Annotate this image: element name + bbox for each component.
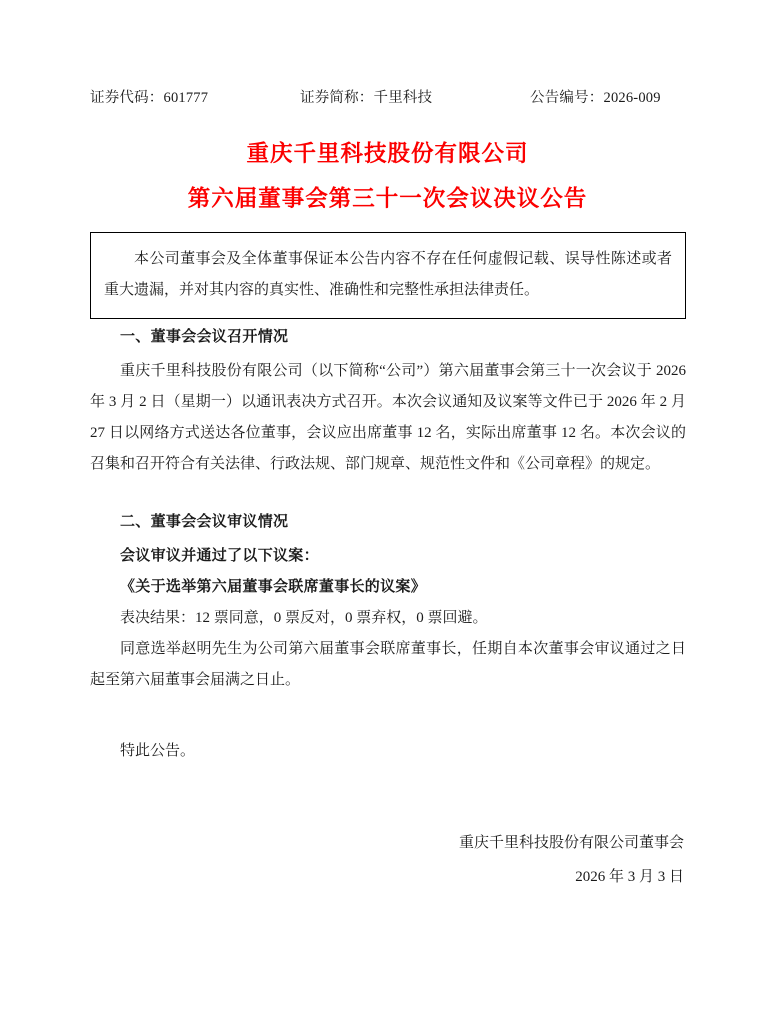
closing-text: 特此公告。 [120, 743, 196, 759]
disclaimer-text: 本公司董事会及全体董事保证本公告内容不存在任何虚假记载、误导性陈述或者重大遗漏，并对其内容的真实性、准确性和完整性承担法律责任。 [104, 251, 672, 298]
signature-date: 2026 年 3 月 3 日 [575, 869, 684, 885]
title-line-subject: 第六届董事会第三十一次会议决议公告 [187, 186, 588, 211]
announcement-number-label: 公告编号： [530, 90, 604, 106]
document-header-meta [90, 86, 688, 107]
section-one-heading: 一、董事会会议召开情况 [120, 329, 289, 345]
proposal-title: 《关于选举第六届董事会联席董事长的议案》 [120, 579, 427, 595]
resolution-text: 同意选举赵明先生为公司第六届董事会联席董事长，任期自本次董事会审议通过之日起至第六届董事会届满之日止。 [90, 641, 686, 688]
title-line-company: 重庆千里科技股份有限公司 [246, 141, 529, 166]
section-one-paragraph: 重庆千里科技股份有限公司（以下简称“公司”）第六届董事会第三十一次会议于 2026 年 3 月 2 日（星期一）以通讯表决方式召开。本次会议通知及议案等文件已于 2026 年 2 月 27 日以网络方式送达各位董事，会议应出席董事 12 名，实际出席董事 12 名。本次会议的召集和召开符合有关法律、行政法规、部门规章、规范性文件和《公司章程》的规定。 [90, 363, 686, 472]
signature-block [90, 826, 686, 894]
disclaimer-box [90, 232, 686, 319]
section-two-subheading: 会议审议并通过了以下议案： [120, 548, 319, 564]
security-abbr-cell [300, 86, 530, 107]
section-two-heading: 二、董事会会议审议情况 [120, 514, 289, 530]
announcement-number-cell [530, 86, 661, 107]
security-abbr-label: 证券简称： [300, 90, 374, 106]
signature-entity: 重庆千里科技股份有限公司董事会 [458, 835, 684, 851]
main-content [90, 322, 686, 696]
closing-block [90, 736, 686, 767]
page-title [0, 136, 775, 217]
announcement-number-value: 2026-009 [603, 90, 661, 106]
security-code-label: 证券代码： [90, 90, 164, 106]
security-code-value: 601777 [163, 90, 209, 106]
vote-result-text: 表决结果：12 票同意，0 票反对，0 票弃权，0 票回避。 [120, 610, 488, 626]
section-spacer [90, 480, 686, 507]
security-code-cell [90, 86, 300, 107]
security-abbr-value: 千里科技 [373, 90, 433, 106]
